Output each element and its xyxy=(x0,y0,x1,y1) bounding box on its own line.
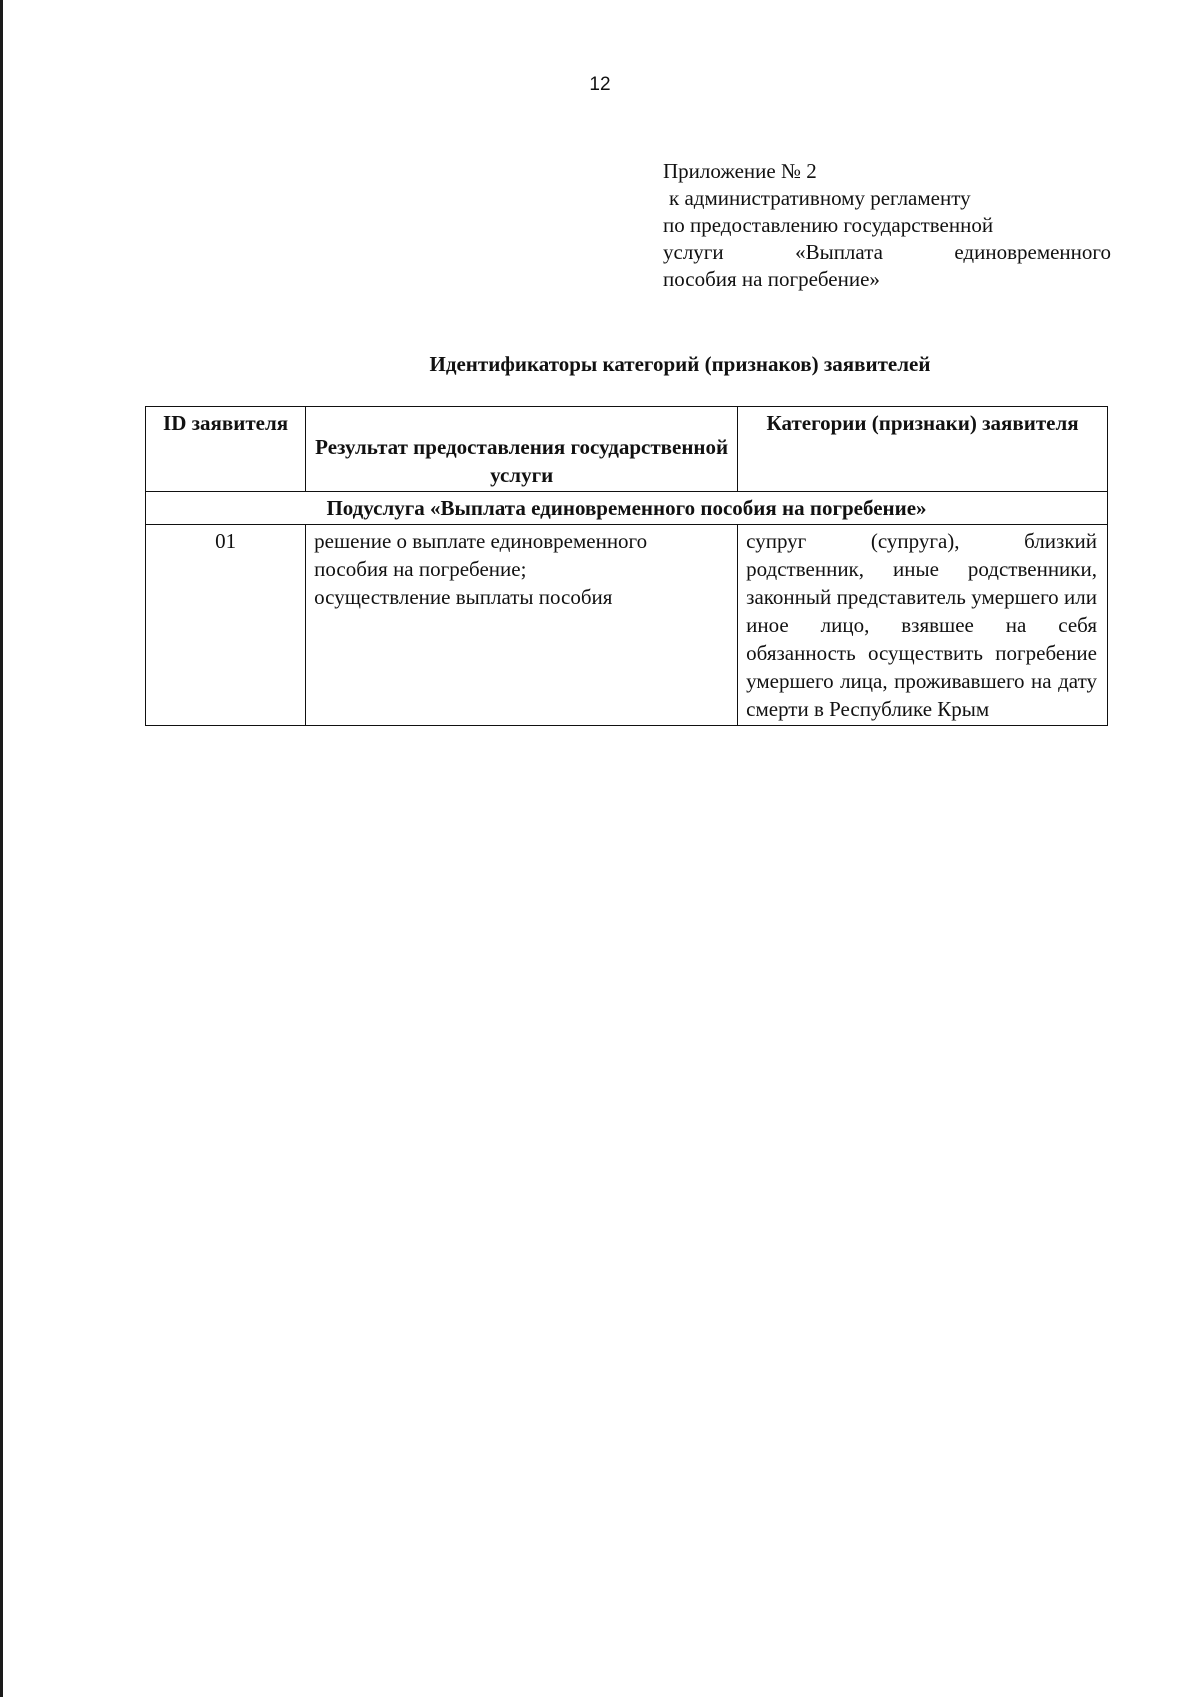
applicant-id-cell: 01 xyxy=(146,525,306,726)
document-title: Идентификаторы категорий (признаков) заявителей xyxy=(429,352,931,376)
appendix-line: к административному регламенту xyxy=(669,186,971,210)
subservice-title: Подуслуга «Выплата единовременного пособия на погребение» xyxy=(146,492,1108,525)
category-cell: супруг (супруга), близкий родственник, иные родственники, законный представитель умершего или иное лицо, взявшее на себя обязанность осуществить погребение умершего лица, проживавшего на дату смерти в Республике Крым xyxy=(738,525,1108,726)
appendix-line: услуги «Выплата единовременного xyxy=(663,240,1111,264)
result-line: пособия на погребение; xyxy=(314,557,527,581)
scan-edge xyxy=(0,0,3,1697)
result-line: решение о выплате единовременного xyxy=(314,529,648,553)
appendix-line: по предоставлению государственной xyxy=(663,213,994,237)
result-cell xyxy=(306,525,738,726)
header-id: ID заявителя xyxy=(146,407,306,492)
applicant-categories-table xyxy=(145,406,1108,726)
appendix-line: пособия на погребение» xyxy=(663,267,880,291)
result-line: осуществление выплаты пособия xyxy=(314,585,613,609)
table-header-row xyxy=(146,407,1108,492)
page-number: 12 xyxy=(589,74,611,95)
table-row xyxy=(146,525,1108,726)
appendix-line: Приложение № 2 xyxy=(663,159,817,183)
header-category: Категории (признаки) заявителя xyxy=(738,407,1108,492)
subservice-row xyxy=(146,492,1108,525)
appendix-note xyxy=(663,158,1111,293)
header-result: Результат предоставления государственной услуги xyxy=(306,407,738,492)
